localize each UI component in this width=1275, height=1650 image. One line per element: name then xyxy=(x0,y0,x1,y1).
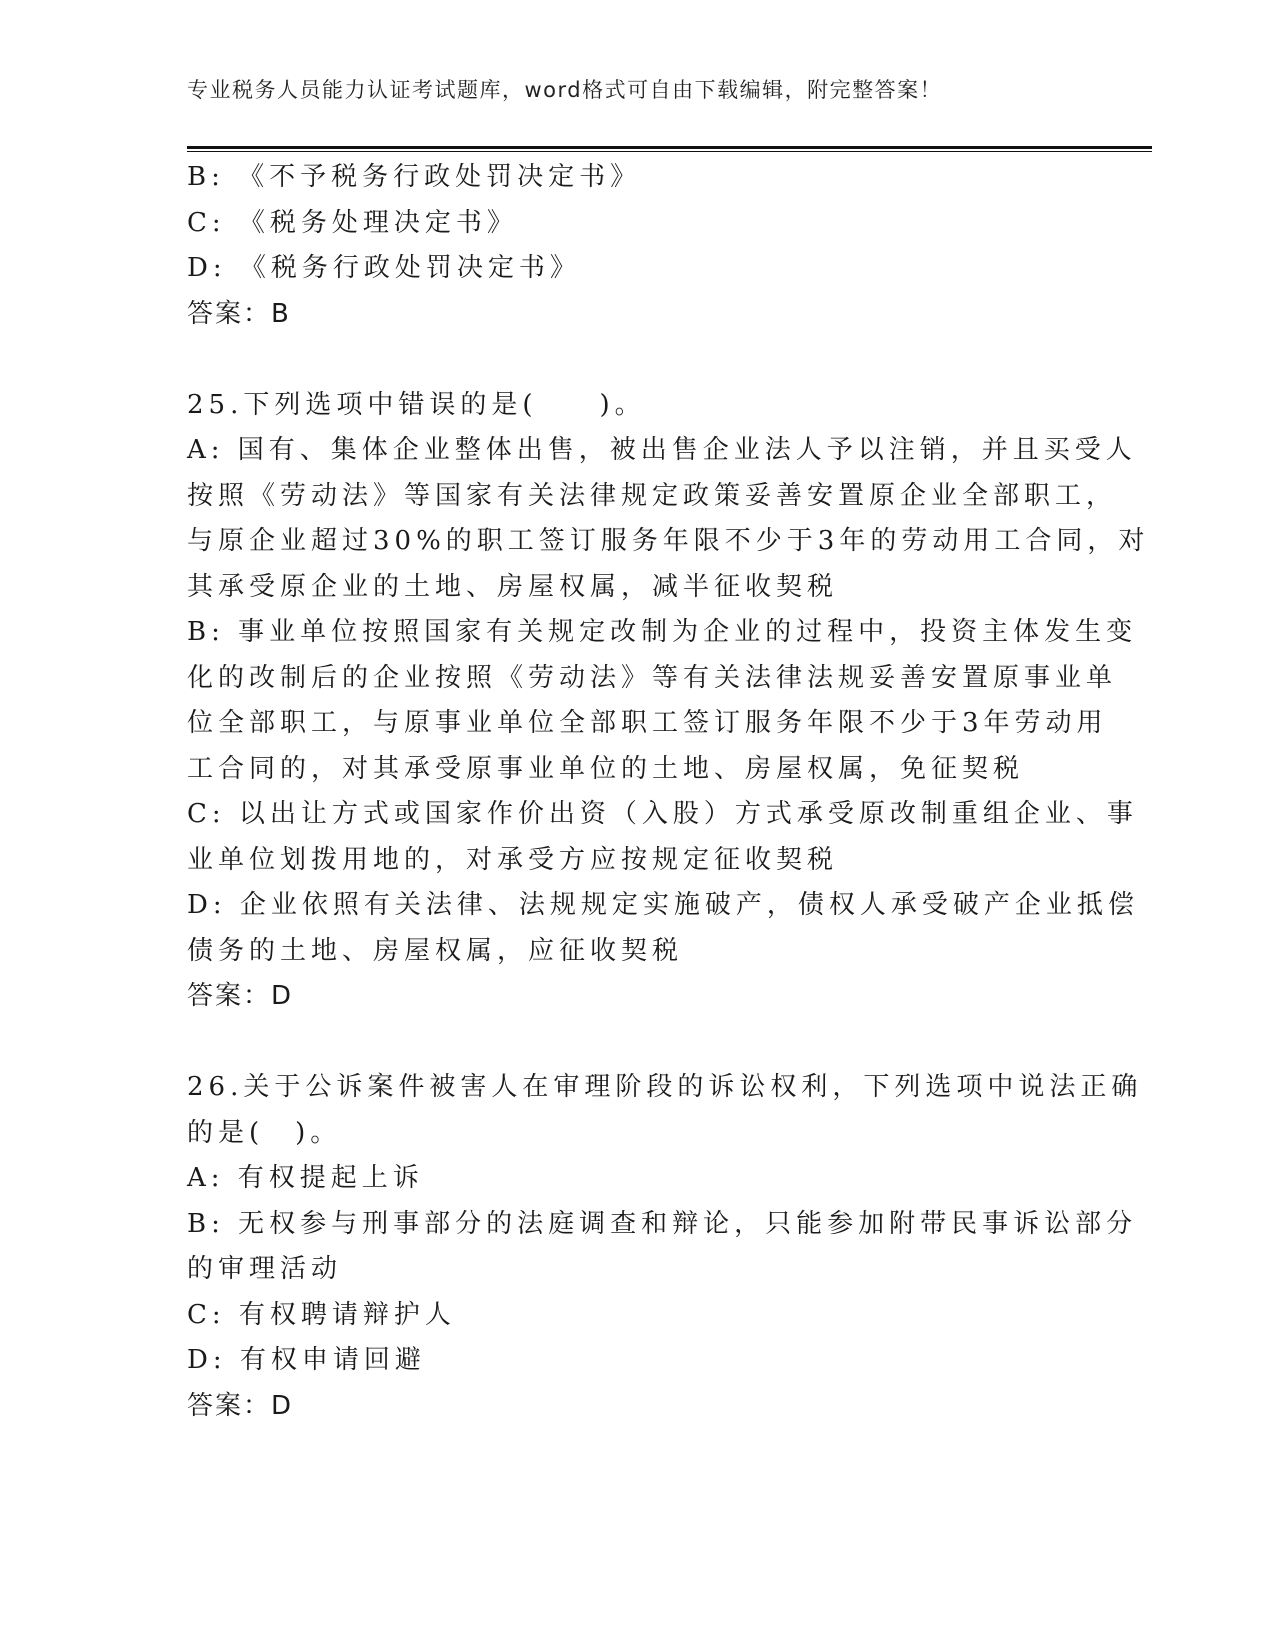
spacer xyxy=(187,1020,1087,1066)
spacer xyxy=(187,337,1087,383)
q24-option-c: C: 《税务处理决定书》 xyxy=(187,207,518,238)
question-25 xyxy=(187,383,1150,1020)
header-rule-thick xyxy=(187,146,1152,149)
q26-answer: 答案：D xyxy=(187,1390,294,1421)
q24-option-b: B: 《不予税务行政处罚决定书》 xyxy=(187,162,642,192)
q25-option-a-line: 按照《劳动法》等国家有关法律规定政策妥善安置原企业全部职工， xyxy=(187,480,1118,511)
q25-option-b-line: 化的改制后的企业按照《劳动法》等有关法律法规妥善安置原事业单 xyxy=(187,662,1118,693)
header-rule-thin xyxy=(187,151,1152,152)
q26-option-d: D: 有权申请回避 xyxy=(187,1345,426,1375)
q25-option-d-line: 债务的土地、房屋权属，应征收契税 xyxy=(187,935,684,966)
q26-option-a: A: 有权提起上诉 xyxy=(187,1163,424,1193)
q25-option-b-line: 工合同的，对其承受原事业单位的土地、房屋权属，免征契税 xyxy=(187,753,1025,784)
q26-option-b-line: 的审理活动 xyxy=(187,1254,343,1284)
q26-stem-line: 26.关于公诉案件被害人在审理阶段的诉讼权利，下列选项中说法正确 xyxy=(187,1072,1143,1102)
question-24 xyxy=(187,155,1087,337)
q25-option-a-line: 其承受原企业的土地、房屋权属，减半征收契税 xyxy=(187,571,839,602)
question-26 xyxy=(187,1065,1143,1429)
q25-option-d-line: D: 企业依照有关法律、法规规定实施破产，债权人承受破产企业抵偿 xyxy=(187,890,1139,920)
page-header: 专业税务人员能力认证考试题库，word格式可自由下载编辑，附完整答案！ xyxy=(187,78,943,102)
q26-stem-line: 的是( )。 xyxy=(187,1117,342,1148)
q26-option-b-line: B: 无权参与刑事部分的法庭调查和辩论，只能参加附带民事诉讼部分 xyxy=(187,1208,1138,1239)
q25-option-a-line: A: 国有、集体企业整体出售，被出售企业法人予以注销，并且买受人 xyxy=(187,435,1137,465)
q25-option-b-line: 位全部职工，与原事业单位全部职工签订服务年限不少于3年劳动用 xyxy=(187,708,1108,738)
q24-answer: 答案：B xyxy=(187,298,291,329)
q25-option-c-line: C: 以出让方式或国家作价出资（入股）方式承受原改制重组企业、事 xyxy=(187,799,1138,829)
q25-option-a-line: 与原企业超过30%的职工签订服务年限不少于3年的劳动用工合同，对 xyxy=(187,526,1150,556)
q26-option-c: C: 有权聘请辩护人 xyxy=(187,1299,456,1330)
q25-option-b-line: B: 事业单位按照国家有关规定改制为企业的过程中，投资主体发生变 xyxy=(187,617,1138,647)
q25-stem: 25.下列选项中错误的是( )。 xyxy=(187,389,646,420)
question-content xyxy=(187,155,1150,1429)
q25-option-c-line: 业单位划拨用地的，对承受方应按规定征收契税 xyxy=(187,844,839,875)
q24-option-d: D: 《税务行政处罚决定书》 xyxy=(187,253,581,283)
q25-answer: 答案：D xyxy=(187,981,294,1011)
